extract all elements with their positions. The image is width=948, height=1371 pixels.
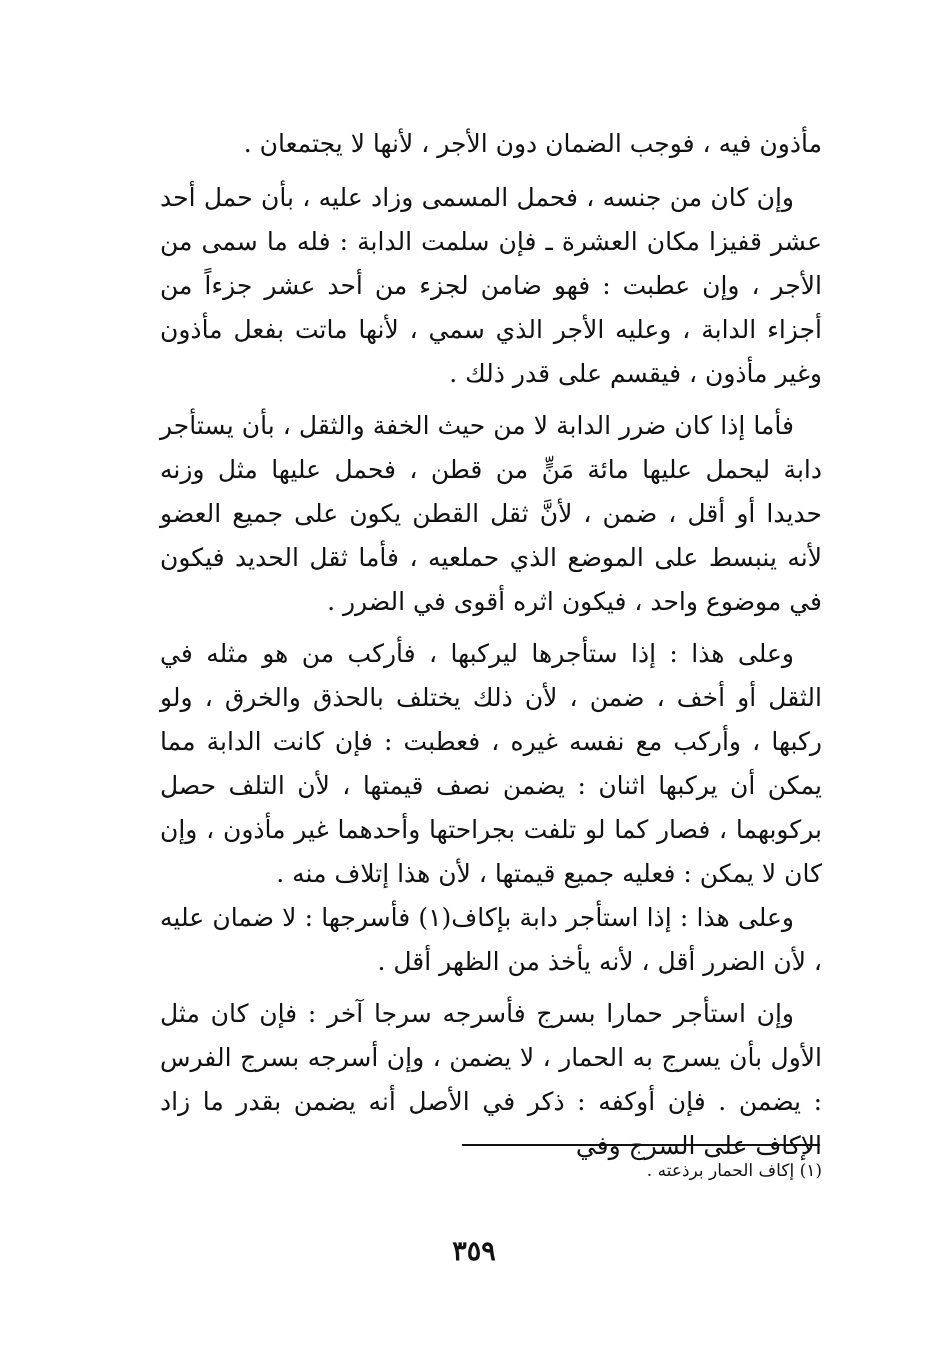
paragraph-4: وعلى هذا : إذا ستأجرها ليركبها ، فأركب من هو مثله في الثقل أو أخف ، ضمن ، لأن ذلك يختلف بالحذق والخرق ، ولو ركبها ، وأركب مع نفسه غيره ، فعطبت : فإن كانت الدابة مما يمكن أن يركبها اثنان : يضمن نصف قيمتها ، لأن التلف حصل بركوبهما ، فصار كما لو تلفت بجراحتها وأحدهما غير مأذون ، وإن كان لا يمكن : فعليه جميع قيمتها ، لأن هذا إتلاف منه .	[160, 639, 822, 888]
paragraph-6: وإن استأجر حمارا بسرج فأسرجه سرجا آخر : فإن كان مثل الأول بأن يسرج به الحمار ، لا يضمن ، وإن أسرجه بسرج الفرس : يضمن . فإن أوكفه : ذكر في الأصل أنه يضمن بقدر ما زاد الإكاف على السرج وفي	[160, 999, 822, 1160]
page-number: ٣٥٩	[452, 1236, 496, 1267]
paragraph-5: وعلى هذا : إذا استأجر دابة بإكاف(١) فأسرجها : لا ضمان عليه ، لأن الضرر أقل ، لأنه يأخذ من الظهر أقل .	[160, 903, 822, 976]
footnote: (١) إكاف الحمار برذعته .	[646, 1161, 822, 1181]
paragraph-3: فأما إذا كان ضرر الدابة لا من حيث الخفة والثقل ، بأن يستأجر دابة ليحمل عليها مائة مَنٍّ من قطن ، فحمل عليها مثل وزنه حديدا أو أقل ، ضمن ، لأنَّ ثقل القطن يكون على جميع العضو لأنه ينبسط على الموضع الذي حملعيه ، فأما ثقل الحديد فيكون في موضوع واحد ، فيكون اثره أقوى في الضرر .	[160, 411, 822, 616]
footnote-divider	[462, 1144, 820, 1146]
paragraph-1: مأذون فيه ، فوجب الضمان دون الأجر ، لأنها لا يجتمعان .	[243, 129, 822, 158]
paragraph-2: وإن كان من جنسه ، فحمل المسمى وزاد عليه ، بأن حمل أحد عشر قفيزا مكان العشرة ـ فإن سلمت الدابة : فله ما سمى من الأجر ، وإن عطبت : فهو ضامن لجزء من أحد عشر جزءاً من أجزاء الدابة ، وعليه الأجر الذي سمي ، لأنها ماتت بفعل مأذون وغير مأذون ، فيقسم على قدر ذلك .	[160, 183, 822, 388]
